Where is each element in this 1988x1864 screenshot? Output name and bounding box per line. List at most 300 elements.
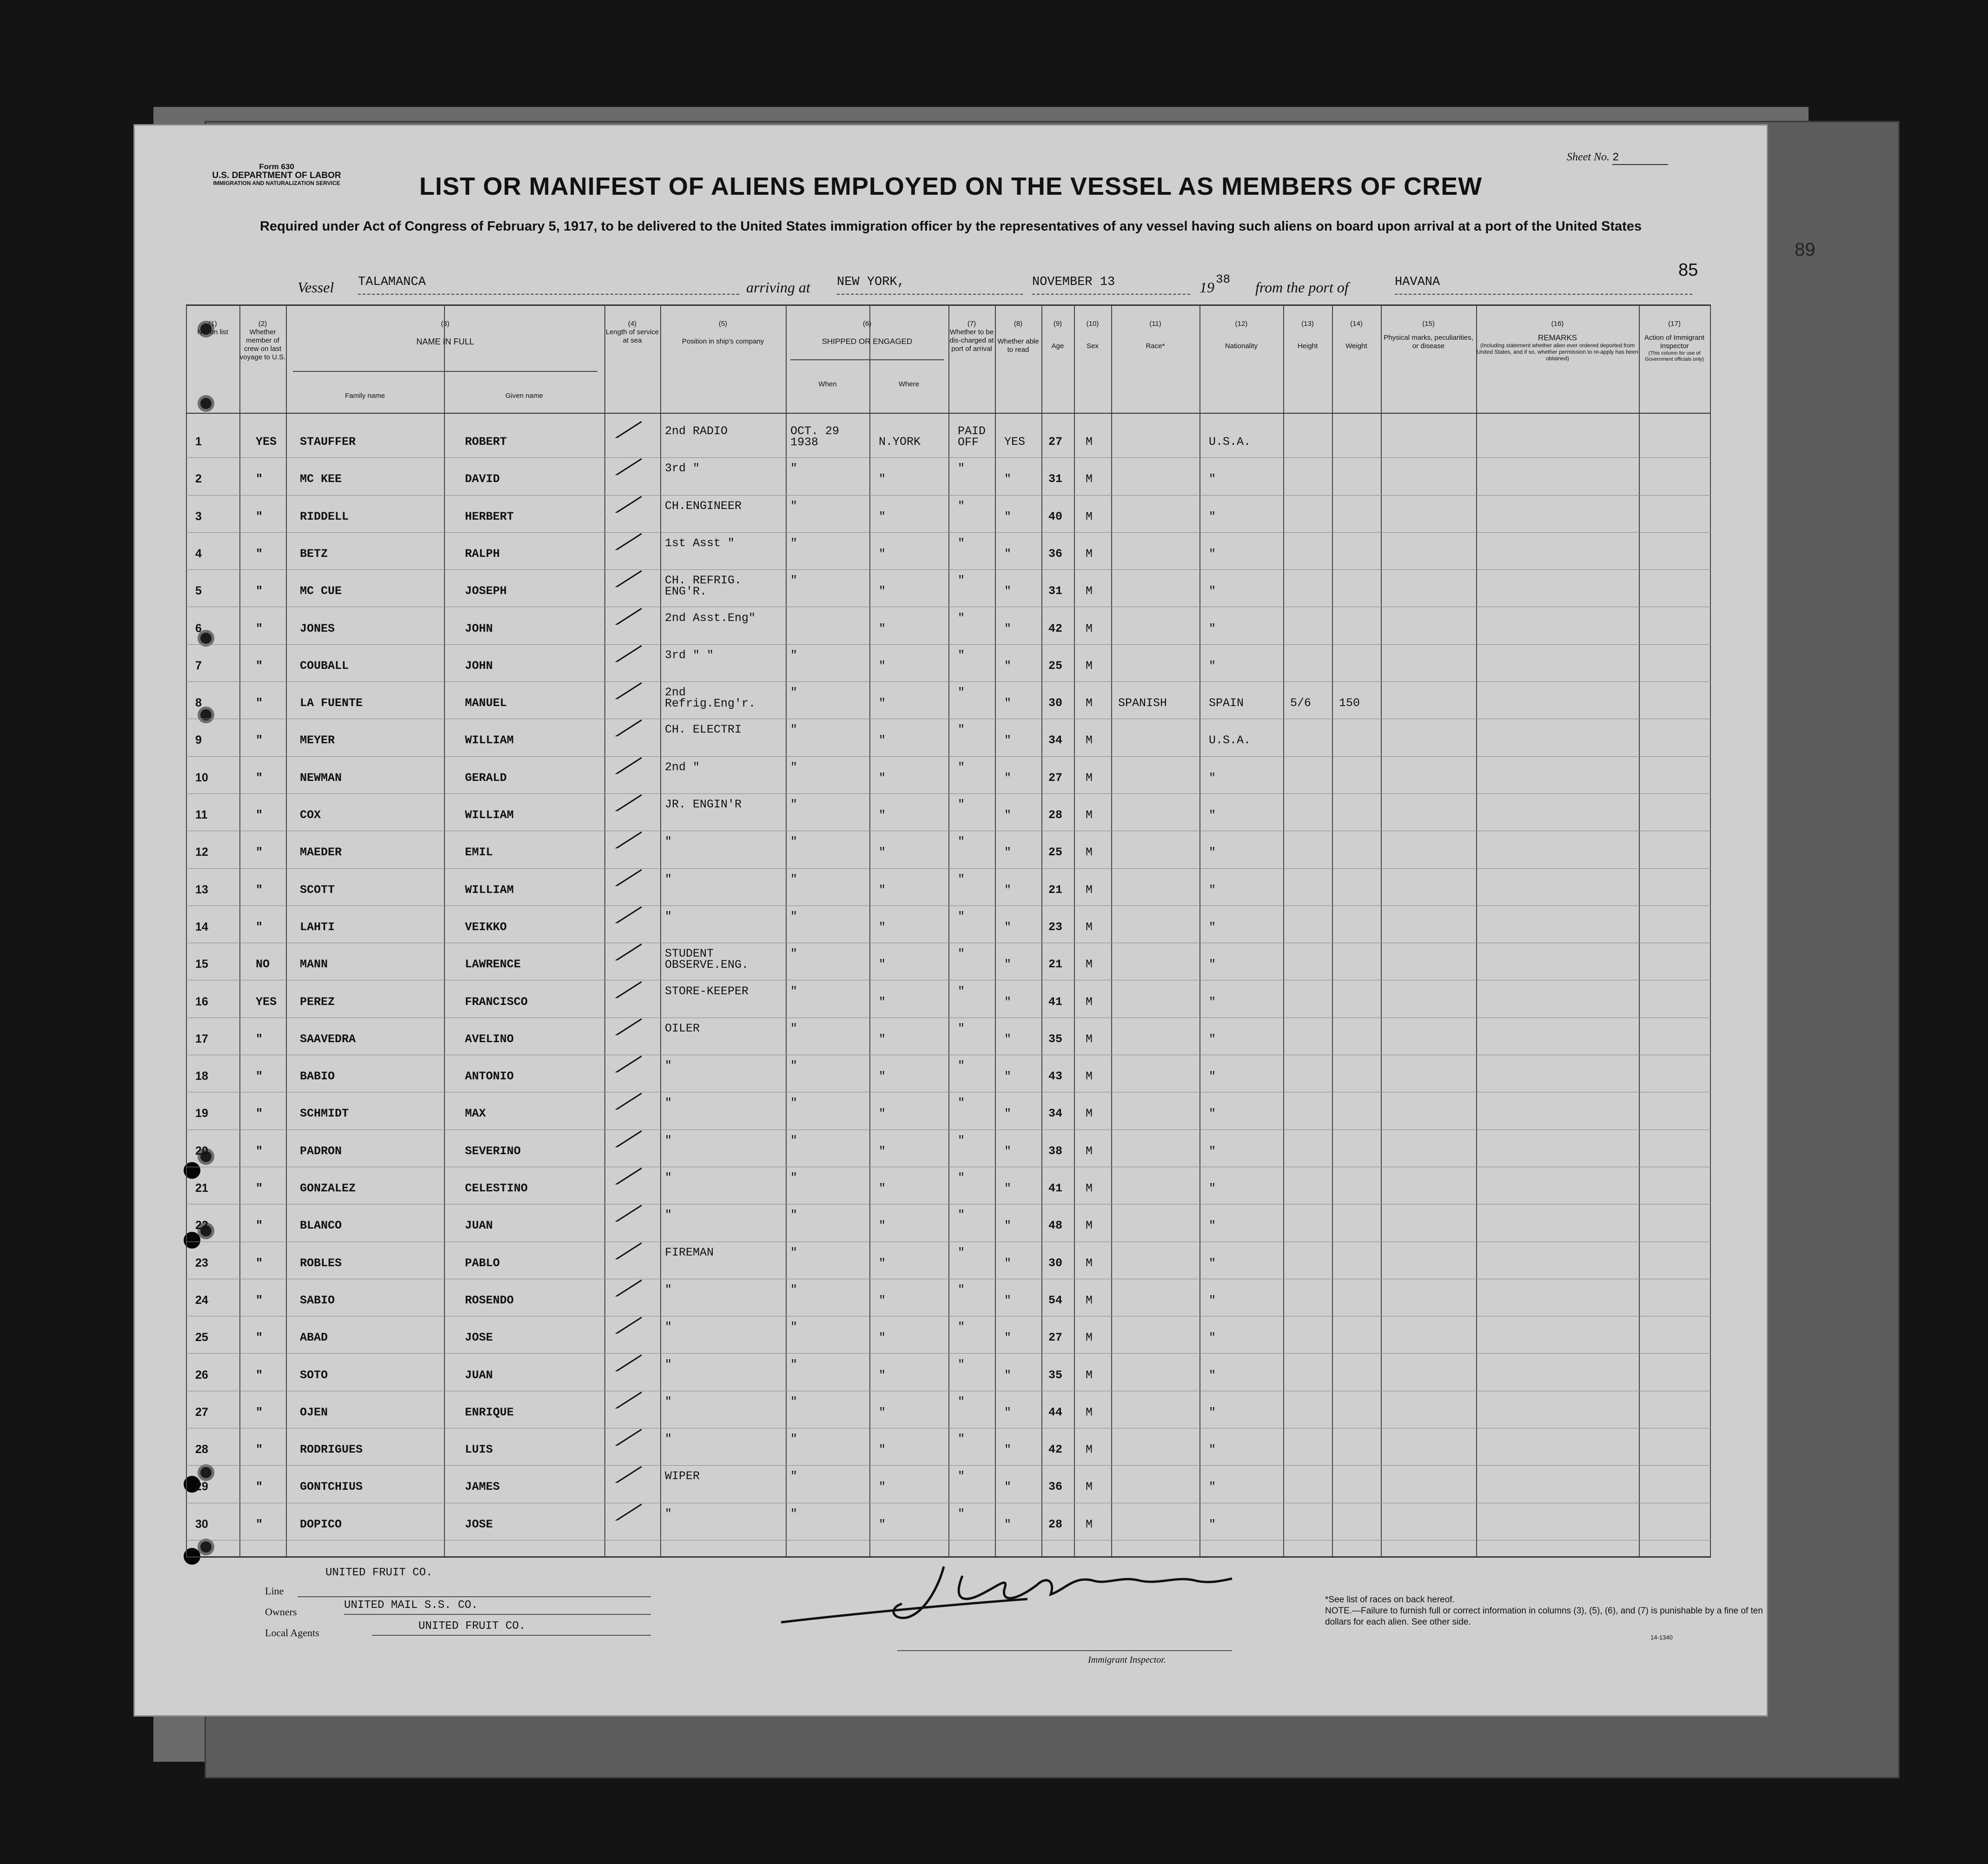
cell-when: " <box>790 1395 798 1408</box>
cell-family: LAHTI <box>300 920 335 934</box>
cell-nationality: " <box>1209 1032 1216 1046</box>
arrival-port: NEW YORK, <box>837 275 1023 295</box>
table-row <box>186 907 1711 943</box>
row-rule <box>186 644 1711 645</box>
cell-no: 1 <box>195 435 202 448</box>
cell-family: SABIO <box>300 1293 335 1307</box>
check-mark-icon <box>595 793 646 811</box>
cell-where: " <box>879 547 886 561</box>
table-row <box>186 1169 1711 1204</box>
check-mark-icon <box>595 1278 646 1296</box>
cell-given: GERALD <box>465 771 507 785</box>
cell-nationality: " <box>1209 958 1216 972</box>
cell-read: " <box>1004 1107 1012 1121</box>
cell-age: 43 <box>1048 1070 1063 1084</box>
cell-sex: M <box>1086 1032 1093 1046</box>
cell-where: " <box>879 1405 886 1419</box>
cell-position: 2nd Asst.Eng" <box>665 611 756 625</box>
cell-read: " <box>1004 1256 1012 1270</box>
cell-when: " <box>790 1507 798 1520</box>
cell-prior: YES <box>256 995 277 1009</box>
col-remarks-header: (16) REMARKS (Including statement whether alien ever ordered deported from United States, and if so, whether permission to re-apply has been obtained) <box>1477 320 1638 362</box>
row-rule <box>186 1465 1711 1466</box>
cell-position: 2nd Refrig.Eng'r. <box>665 686 756 711</box>
col-where-header: Where <box>898 380 920 388</box>
cell-read: " <box>1004 1219 1012 1233</box>
cell-prior: " <box>256 1107 263 1121</box>
cell-age: 27 <box>1048 1331 1063 1345</box>
cell-read: " <box>1004 1480 1012 1494</box>
cell-where: " <box>879 659 886 673</box>
cell-position: " <box>665 1432 672 1446</box>
cell-read: " <box>1004 846 1012 859</box>
cell-family: BETZ <box>300 547 328 561</box>
table-row <box>186 720 1711 756</box>
cell-age: 35 <box>1048 1032 1063 1046</box>
cell-where: " <box>879 509 886 523</box>
cell-position: OILER <box>665 1021 700 1035</box>
cell-age: 25 <box>1048 659 1063 673</box>
cell-given: MANUEL <box>465 696 507 710</box>
cell-nationality: " <box>1209 771 1216 785</box>
check-mark-icon <box>595 942 646 960</box>
vessel-label: Vessel <box>298 279 334 296</box>
table-row <box>186 1355 1711 1391</box>
cell-position: " <box>665 1208 672 1222</box>
cell-discharged: " <box>958 1432 965 1446</box>
cell-nationality: " <box>1209 621 1216 635</box>
check-mark-icon <box>595 1166 646 1184</box>
col-nationality-header: (12) Nationality <box>1225 320 1258 350</box>
cell-family: STAUFFER <box>300 435 356 449</box>
cell-discharged: " <box>958 499 965 513</box>
cell-read: " <box>1004 1032 1012 1046</box>
cell-sex: M <box>1086 1517 1093 1531</box>
cell-where: " <box>879 846 886 859</box>
cell-read: " <box>1004 696 1012 710</box>
cell-family: RODRIGUES <box>300 1443 363 1457</box>
cell-read: " <box>1004 659 1012 673</box>
cell-no: 29 <box>195 1480 208 1494</box>
year-prefix: 19 <box>1199 279 1214 296</box>
cell-age: 54 <box>1048 1293 1063 1307</box>
check-mark-icon <box>595 568 646 587</box>
cell-age: 27 <box>1048 435 1063 449</box>
cell-prior: " <box>256 1144 263 1158</box>
table-row <box>186 945 1711 980</box>
cell-where: " <box>879 1032 886 1046</box>
cell-family: PEREZ <box>300 995 335 1009</box>
cell-prior: " <box>256 1480 263 1494</box>
cell-sex: M <box>1086 808 1093 822</box>
table-row <box>186 1281 1711 1316</box>
cell-discharged: " <box>958 1133 965 1147</box>
cell-prior: " <box>256 1182 263 1195</box>
cell-discharged: " <box>958 798 965 811</box>
check-mark-icon <box>595 681 646 699</box>
cell-family: LA FUENTE <box>300 696 363 710</box>
cell-family: SAAVEDRA <box>300 1032 356 1046</box>
check-mark-icon <box>595 718 646 736</box>
cell-discharged: " <box>958 1357 965 1371</box>
table-row <box>186 1019 1711 1055</box>
cell-read: " <box>1004 547 1012 561</box>
cell-nationality: " <box>1209 509 1216 523</box>
cell-family: PADRON <box>300 1144 342 1158</box>
cell-given: FRANCISCO <box>465 995 528 1009</box>
cell-when: " <box>790 1469 798 1483</box>
cell-sex: M <box>1086 1480 1093 1494</box>
cell-discharged: " <box>958 835 965 849</box>
cell-position: " <box>665 1320 672 1334</box>
cell-position: JR. ENGIN'R <box>665 798 742 811</box>
table-row <box>186 1393 1711 1428</box>
table-row <box>186 646 1711 681</box>
cell-age: 21 <box>1048 883 1063 897</box>
cell-no: 16 <box>195 995 208 1008</box>
cell-position: " <box>665 835 672 849</box>
cell-position: FIREMAN <box>665 1245 714 1259</box>
cell-family: ROBLES <box>300 1256 342 1270</box>
voyage-line <box>135 272 1767 302</box>
form-code: 14-1340 <box>1650 1634 1673 1641</box>
cell-given: WILLIAM <box>465 808 514 822</box>
cell-family: COUBALL <box>300 659 349 673</box>
cell-family: MANN <box>300 958 328 972</box>
cell-given: CELESTINO <box>465 1182 528 1195</box>
cell-discharged: " <box>958 1208 965 1222</box>
col-sex-header: (10) Sex <box>1086 320 1099 350</box>
cell-discharged: " <box>958 1096 965 1110</box>
cell-read: YES <box>1004 435 1026 449</box>
cell-sex: M <box>1086 435 1093 449</box>
cell-family: SOTO <box>300 1368 328 1382</box>
check-mark-icon <box>595 905 646 923</box>
page-subtitle: Required under Act of Congress of February 5, 1917, to be delivered to the United States immigration officer by the representatives of any vessel having such aliens on board upon arrival at a port of the United States <box>259 219 1642 234</box>
check-mark-icon <box>595 1353 646 1371</box>
table-row <box>186 1243 1711 1279</box>
arriving-label: arriving at <box>746 279 810 296</box>
cell-discharged: " <box>958 611 965 625</box>
cell-given: ROSENDO <box>465 1293 514 1307</box>
row-rule <box>186 868 1711 869</box>
cell-given: JUAN <box>465 1219 493 1233</box>
cell-position: " <box>665 1171 672 1184</box>
check-mark-icon <box>595 1427 646 1446</box>
inspector-signature <box>767 1548 1255 1641</box>
cell-no: 7 <box>195 659 202 672</box>
cell-given: JOHN <box>465 621 493 635</box>
cell-read: " <box>1004 584 1012 598</box>
cell-sex: M <box>1086 659 1093 673</box>
cell-when: " <box>790 574 798 588</box>
cell-position: " <box>665 872 672 886</box>
cell-when: " <box>790 909 798 923</box>
cell-no: 3 <box>195 509 202 523</box>
cell-prior: " <box>256 1368 263 1382</box>
cell-read: " <box>1004 995 1012 1009</box>
table-row <box>186 982 1711 1018</box>
cell-no: 30 <box>195 1517 208 1531</box>
cell-read: " <box>1004 1405 1012 1419</box>
cell-position: 3rd " " <box>665 648 714 662</box>
cell-nationality: " <box>1209 1293 1216 1307</box>
cell-given: LAWRENCE <box>465 958 521 972</box>
check-mark-icon <box>595 1315 646 1334</box>
cell-family: ABAD <box>300 1331 328 1345</box>
cell-when: " <box>790 872 798 886</box>
cell-given: JOSEPH <box>465 584 507 598</box>
cell-sex: M <box>1086 958 1093 972</box>
cell-nationality: U.S.A. <box>1209 435 1251 449</box>
cell-prior: " <box>256 1032 263 1046</box>
cell-nationality: " <box>1209 659 1216 673</box>
cell-given: EMIL <box>465 846 493 859</box>
cell-where: " <box>879 883 886 897</box>
row-rule <box>186 495 1711 496</box>
cell-read: " <box>1004 472 1012 486</box>
cell-no: 10 <box>195 771 208 784</box>
col-race-header: (11) Race* <box>1146 320 1165 350</box>
check-mark-icon <box>595 606 646 625</box>
cell-discharged: " <box>958 947 965 961</box>
check-mark-icon <box>595 830 646 848</box>
cell-given: PABLO <box>465 1256 500 1270</box>
table-row <box>186 1318 1711 1353</box>
row-rule <box>186 532 1711 533</box>
cell-sex: M <box>1086 509 1093 523</box>
cell-given: WILLIAM <box>465 734 514 747</box>
cell-given: SEVERINO <box>465 1144 521 1158</box>
cell-when: OCT. 29 1938 <box>790 424 840 449</box>
col-weight-header: (14) Weight <box>1345 320 1367 350</box>
cell-family: OJEN <box>300 1405 328 1419</box>
cell-discharged: " <box>958 1395 965 1408</box>
cell-position: " <box>665 1096 672 1110</box>
cell-no: 12 <box>195 846 208 859</box>
cell-prior: " <box>256 1331 263 1345</box>
cell-read: " <box>1004 509 1012 523</box>
cell-no: 14 <box>195 920 208 933</box>
cell-discharged: " <box>958 984 965 998</box>
cell-age: 42 <box>1048 621 1063 635</box>
cell-sex: M <box>1086 1443 1093 1457</box>
cell-age: 23 <box>1048 920 1063 934</box>
cell-prior: " <box>256 1405 263 1419</box>
cell-position: CH.ENGINEER <box>665 499 742 513</box>
table-row <box>186 534 1711 569</box>
cell-age: 21 <box>1048 958 1063 972</box>
cell-sex: M <box>1086 883 1093 897</box>
cell-where: " <box>879 621 886 635</box>
col-prior-voyage-header: (2) Whether member of crew on last voyage to U.S. <box>239 320 286 361</box>
cell-family: COX <box>300 808 321 822</box>
cell-no: 24 <box>195 1293 208 1307</box>
cell-when: " <box>790 499 798 513</box>
cell-when: " <box>790 648 798 662</box>
cell-prior: " <box>256 472 263 486</box>
cell-position: STORE-KEEPER <box>665 984 749 998</box>
check-mark-icon <box>595 1129 646 1147</box>
cell-age: 36 <box>1048 1480 1063 1494</box>
check-mark-icon <box>595 1390 646 1408</box>
table-row <box>186 422 1711 457</box>
cell-discharged: " <box>958 648 965 662</box>
sheet-number <box>1567 151 1668 165</box>
service-name: IMMIGRATION AND NATURALIZATION SERVICE <box>213 179 340 186</box>
cell-read: " <box>1004 621 1012 635</box>
cell-read: " <box>1004 1070 1012 1084</box>
cell-sex: M <box>1086 472 1093 486</box>
cell-when: " <box>790 1245 798 1259</box>
cell-when: " <box>790 1096 798 1110</box>
cell-given: LUIS <box>465 1443 493 1457</box>
table-row <box>186 1206 1711 1241</box>
cell-discharged: " <box>958 1320 965 1334</box>
col-action-header: (17) Action of Immigrant Inspector (This column for use of Government officials only) <box>1644 320 1705 362</box>
cell-where: " <box>879 995 886 1009</box>
cell-when: " <box>790 1282 798 1296</box>
table-row <box>186 1505 1711 1540</box>
table-row <box>186 795 1711 831</box>
col-physical-header: (15) Physical marks, peculiarities, or disease <box>1384 320 1473 350</box>
cell-age: 34 <box>1048 734 1063 747</box>
cell-where: " <box>879 1480 886 1494</box>
cell-discharged: " <box>958 462 965 476</box>
cell-family: BLANCO <box>300 1219 342 1233</box>
cell-nationality: " <box>1209 547 1216 561</box>
cell-when: " <box>790 1357 798 1371</box>
cell-sex: M <box>1086 1331 1093 1345</box>
cell-family: BABIO <box>300 1070 335 1084</box>
cell-family: MC KEE <box>300 472 342 486</box>
cell-age: 27 <box>1048 771 1063 785</box>
cell-nationality: " <box>1209 1368 1216 1382</box>
cell-prior: YES <box>256 435 277 449</box>
check-mark-icon <box>595 1241 646 1259</box>
cell-age: 30 <box>1048 1256 1063 1270</box>
cell-age: 40 <box>1048 509 1063 523</box>
cell-discharged: " <box>958 1171 965 1184</box>
from-port-label: from the port of <box>1255 279 1349 296</box>
cell-given: AVELINO <box>465 1032 514 1046</box>
cell-read: " <box>1004 734 1012 747</box>
cell-age: 31 <box>1048 584 1063 598</box>
cell-where: " <box>879 808 886 822</box>
cell-sex: M <box>1086 995 1093 1009</box>
cell-read: " <box>1004 1331 1012 1345</box>
cell-given: JOHN <box>465 659 493 673</box>
page-number: 85 <box>1678 260 1698 280</box>
line-underline <box>298 1581 651 1597</box>
table-row <box>186 870 1711 906</box>
cell-given: JOSE <box>465 1331 493 1345</box>
cell-prior: " <box>256 734 263 747</box>
check-mark-icon <box>595 494 646 513</box>
cell-where: " <box>879 1182 886 1195</box>
cell-sex: M <box>1086 1405 1093 1419</box>
table-row <box>186 1057 1711 1092</box>
cell-no: 18 <box>195 1070 208 1083</box>
col-age-header: (9) Age <box>1051 320 1064 350</box>
cell-where: " <box>879 1293 886 1307</box>
owners-value: UNITED MAIL S.S. CO. <box>344 1599 651 1615</box>
cell-discharged: " <box>958 1469 965 1483</box>
col-no-header: (1) No. on list <box>197 320 228 336</box>
check-mark-icon <box>595 1091 646 1110</box>
cell-nationality: " <box>1209 1144 1216 1158</box>
check-mark-icon <box>595 755 646 774</box>
cell-given: WILLIAM <box>465 883 514 897</box>
table-row <box>186 833 1711 868</box>
cell-discharged: PAID OFF <box>958 424 986 449</box>
cell-read: " <box>1004 920 1012 934</box>
cell-nationality: " <box>1209 1443 1216 1457</box>
row-rule <box>186 457 1711 458</box>
cell-where: " <box>879 1517 886 1531</box>
cell-no: 15 <box>195 958 208 971</box>
arrival-date: NOVEMBER 13 <box>1032 275 1190 295</box>
cell-position: 3rd " <box>665 462 700 476</box>
table-row <box>186 683 1711 719</box>
row-rule <box>186 569 1711 570</box>
cell-when: " <box>790 1320 798 1334</box>
check-mark-icon <box>595 1502 646 1520</box>
cell-when: " <box>790 798 798 811</box>
cell-age: 34 <box>1048 1107 1063 1121</box>
cell-nationality: SPAIN <box>1209 696 1244 710</box>
manifest-footer <box>219 1562 1706 1701</box>
cell-nationality: " <box>1209 584 1216 598</box>
cell-discharged: " <box>958 1507 965 1520</box>
inspector-label: Immigrant Inspector. <box>1088 1655 1166 1665</box>
cell-prior: " <box>256 621 263 635</box>
check-mark-icon <box>595 1054 646 1072</box>
cell-no: 26 <box>195 1368 208 1381</box>
cell-prior: " <box>256 1256 263 1270</box>
footer-notes <box>1325 1594 1790 1628</box>
cell-when: " <box>790 536 798 550</box>
vessel-name: TALAMANCA <box>358 275 739 295</box>
cell-read: " <box>1004 1517 1012 1531</box>
cell-read: " <box>1004 883 1012 897</box>
departure-port: HAVANA <box>1395 275 1692 295</box>
check-mark-icon <box>595 419 646 438</box>
cell-position: " <box>665 1395 672 1408</box>
cell-discharged: " <box>958 760 965 774</box>
cell-age: 44 <box>1048 1405 1063 1419</box>
cell-where: " <box>879 472 886 486</box>
cell-given: JOSE <box>465 1517 493 1531</box>
cell-where: " <box>879 696 886 710</box>
cell-no: 13 <box>195 883 208 896</box>
cell-when: " <box>790 1059 798 1073</box>
cell-discharged: " <box>958 574 965 588</box>
cell-sex: M <box>1086 1107 1093 1121</box>
cell-age: 30 <box>1048 696 1063 710</box>
cell-sex: M <box>1086 1182 1093 1195</box>
cell-no: 6 <box>195 621 202 635</box>
race-note: *See list of races on back hereof. <box>1325 1595 1455 1605</box>
cell-sex: M <box>1086 1293 1093 1307</box>
cell-prior: " <box>256 1443 263 1457</box>
col-read-header: (8) Whether able to read <box>997 320 1039 354</box>
cell-age: 28 <box>1048 808 1063 822</box>
table-row <box>186 1094 1711 1129</box>
cell-no: 5 <box>195 584 202 598</box>
cell-prior: NO <box>256 958 270 972</box>
cell-nationality: " <box>1209 1107 1216 1121</box>
